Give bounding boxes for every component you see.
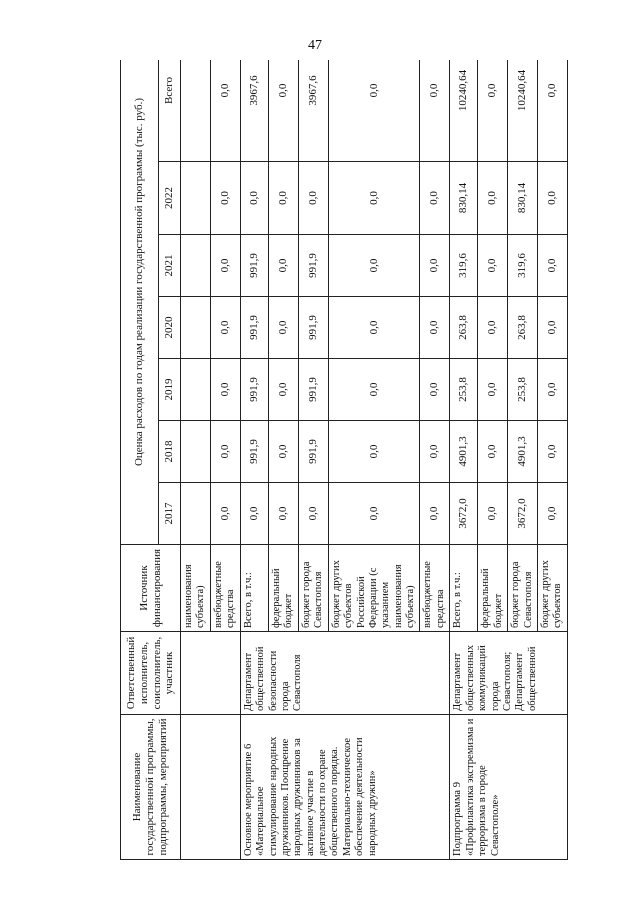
value-cell: 0,0: [298, 162, 328, 235]
value-cell: 991,9: [298, 235, 328, 297]
value-cell: 0,0: [537, 483, 567, 545]
table-row: [240, 60, 268, 860]
value-cell: 0,0: [240, 483, 268, 545]
source-cell: внебюджетные средства: [210, 545, 240, 632]
responsible-cell: Департамент общественных коммуникаций города Севастополя; Департамент общественной: [450, 632, 567, 715]
value-cell: 0,0: [210, 359, 240, 421]
source-cell: федеральный бюджет: [478, 545, 508, 632]
value-cell: 0,0: [420, 297, 450, 359]
value-cell: 3967,6: [240, 60, 268, 162]
value-cell: [181, 297, 211, 359]
rotated-table-area: [120, 60, 625, 860]
activity-name-cell: Основное мероприятие 6 «Материальное стимулирование народных дружинников. Поощрение народных дружинников за активное участие в деятельности по охране общественного порядка. Материально-техническое обеспечение деятельности народных дружин»: [240, 715, 450, 860]
value-cell: 991,9: [240, 421, 268, 483]
header-year: 2022: [159, 162, 181, 235]
value-cell: 0,0: [537, 162, 567, 235]
value-cell: 10240,64: [508, 60, 538, 162]
value-cell: 3672,0: [450, 483, 478, 545]
source-cell: бюджет других субъектов Российской Федерации (с указанием наименования субъекта): [328, 545, 420, 632]
value-cell: 0,0: [478, 297, 508, 359]
source-cell: Всего, в т.ч.:: [240, 545, 268, 632]
source-cell: бюджет города Севастополя: [298, 545, 328, 632]
value-cell: 0,0: [268, 483, 298, 545]
header-responsible: Ответственный исполнитель, соисполнитель, участник: [121, 632, 181, 715]
value-cell: 0,0: [268, 421, 298, 483]
value-cell: 0,0: [210, 162, 240, 235]
table-row: [181, 60, 211, 860]
value-cell: 0,0: [328, 162, 420, 235]
value-cell: 830,14: [508, 162, 538, 235]
value-cell: 0,0: [420, 421, 450, 483]
value-cell: 991,9: [240, 297, 268, 359]
value-cell: 0,0: [328, 359, 420, 421]
value-cell: 0,0: [478, 359, 508, 421]
value-cell: 991,9: [298, 297, 328, 359]
value-cell: 0,0: [328, 483, 420, 545]
header-year: 2021: [159, 235, 181, 297]
value-cell: 991,9: [298, 421, 328, 483]
value-cell: 0,0: [537, 60, 567, 162]
value-cell: 0,0: [478, 60, 508, 162]
responsible-cell: Департамент общественной безопасности города Севастополя: [240, 632, 450, 715]
value-cell: 0,0: [478, 235, 508, 297]
header-estimate: Оценка расходов по годам реализации государственной программы (тыс. руб.): [121, 60, 159, 545]
value-cell: 0,0: [478, 162, 508, 235]
value-cell: 0,0: [420, 359, 450, 421]
value-cell: 0,0: [478, 483, 508, 545]
header-total: Всего: [159, 60, 181, 162]
page-number: 47: [308, 38, 322, 53]
value-cell: 263,8: [508, 297, 538, 359]
value-cell: 0,0: [268, 359, 298, 421]
table-row: [450, 60, 478, 860]
value-cell: 263,8: [450, 297, 478, 359]
value-cell: 991,9: [240, 235, 268, 297]
rotated-table-container: [120, 60, 564, 860]
value-cell: 0,0: [240, 162, 268, 235]
value-cell: 0,0: [268, 235, 298, 297]
empty-cell: [181, 632, 241, 715]
source-cell: бюджет других субъектов: [537, 545, 567, 632]
value-cell: 0,0: [537, 235, 567, 297]
value-cell: [181, 421, 211, 483]
header-year: 2018: [159, 421, 181, 483]
value-cell: 0,0: [420, 235, 450, 297]
value-cell: 0,0: [537, 359, 567, 421]
source-cell: наименования субъекта): [181, 545, 211, 632]
value-cell: 0,0: [268, 297, 298, 359]
value-cell: 0,0: [328, 421, 420, 483]
value-cell: 3967,6: [298, 60, 328, 162]
source-cell: внебюджетные средства: [420, 545, 450, 632]
value-cell: 0,0: [420, 483, 450, 545]
value-cell: 319,6: [508, 235, 538, 297]
source-cell: Всего, в т.ч.:: [450, 545, 478, 632]
value-cell: 0,0: [478, 421, 508, 483]
value-cell: 0,0: [420, 60, 450, 162]
value-cell: 991,9: [298, 359, 328, 421]
header-source: Источник финансирования: [121, 545, 181, 632]
value-cell: 10240,64: [450, 60, 478, 162]
value-cell: 0,0: [210, 297, 240, 359]
value-cell: 4901,3: [450, 421, 478, 483]
value-cell: 830,14: [450, 162, 478, 235]
value-cell: 0,0: [210, 235, 240, 297]
empty-cell: [181, 715, 241, 860]
value-cell: 0,0: [328, 297, 420, 359]
value-cell: 253,8: [508, 359, 538, 421]
value-cell: 253,8: [450, 359, 478, 421]
header-year: 2019: [159, 359, 181, 421]
header-year: 2017: [159, 483, 181, 545]
source-cell: бюджет города Севастополя: [508, 545, 538, 632]
value-cell: 3672,0: [508, 483, 538, 545]
value-cell: 0,0: [328, 60, 420, 162]
value-cell: 0,0: [537, 421, 567, 483]
value-cell: 0,0: [268, 60, 298, 162]
value-cell: [181, 235, 211, 297]
value-cell: 0,0: [210, 483, 240, 545]
value-cell: 0,0: [210, 421, 240, 483]
header-name: Наименование государственной программы, подпрограммы, мероприятий: [121, 715, 181, 860]
subprogram-name-cell: Подпрограмма 9 «Профилактика экстремизма и терроризма в городе Севастополе»: [450, 715, 567, 860]
value-cell: 319,6: [450, 235, 478, 297]
source-cell: федеральный бюджет: [268, 545, 298, 632]
value-cell: 0,0: [210, 60, 240, 162]
value-cell: 0,0: [420, 162, 450, 235]
value-cell: 991,9: [240, 359, 268, 421]
value-cell: 0,0: [298, 483, 328, 545]
value-cell: 0,0: [537, 297, 567, 359]
value-cell: [181, 359, 211, 421]
header-year: 2020: [159, 297, 181, 359]
value-cell: [181, 60, 211, 162]
financing-table: [120, 60, 568, 860]
value-cell: 0,0: [328, 235, 420, 297]
value-cell: 4901,3: [508, 421, 538, 483]
value-cell: 0,0: [268, 162, 298, 235]
value-cell: [181, 162, 211, 235]
value-cell: [181, 483, 211, 545]
